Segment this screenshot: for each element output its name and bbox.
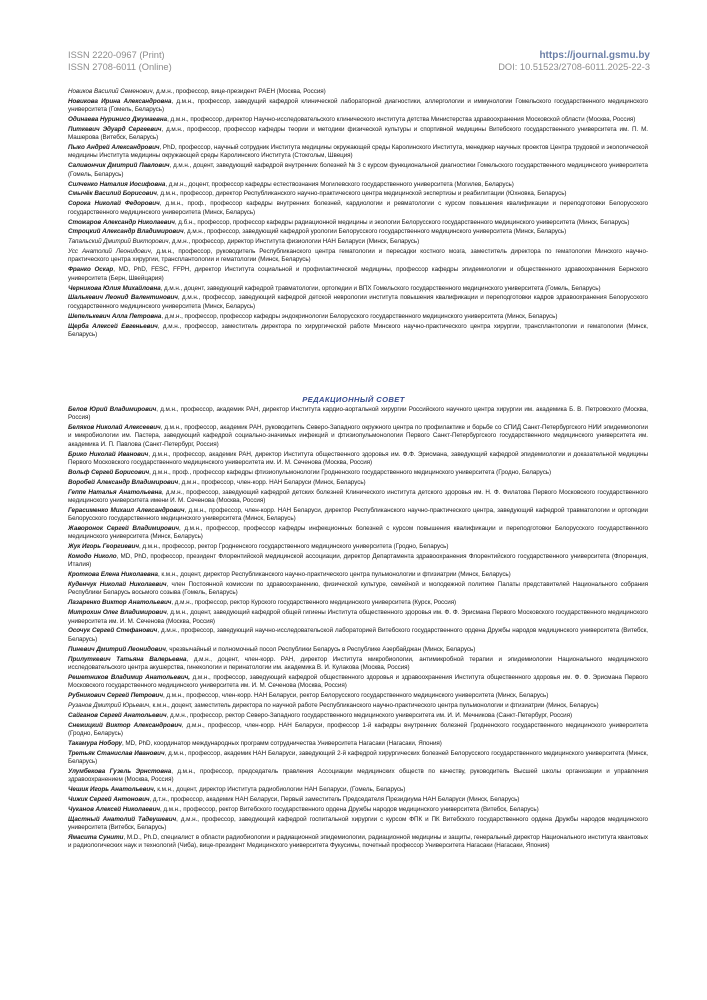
member-description: , д.м.н., доцент, профессор кафедры естествознания Могилевского государственного университета (Могилев, Беларусь) — [165, 180, 514, 188]
member-name: Белов Юрий Владимирович — [68, 406, 157, 413]
member-name: Силченко Наталия Иосифовна — [68, 180, 166, 188]
member-name: Щастный Анатолий Тадеушевич — [68, 815, 177, 823]
member-name: Усс Анатолий Леонидович — [68, 248, 151, 256]
journal-url-link[interactable]: https://journal.gsmu.by — [539, 50, 650, 61]
member-name: Герасименко Михаил Александрович — [68, 506, 185, 514]
member-entry — [68, 692, 648, 700]
member-name: Чуканов Алексей Николаевич — [68, 805, 160, 813]
member-entry — [68, 581, 648, 598]
issn-print: ISSN 2220-0967 (Print) — [68, 50, 165, 60]
member-description: , д.м.н., профессор, член-корр. НАН Беларуси, директор Республиканского научно-практического центра, заведующий кафедрой травматологии и ортопедии Белорусского государственного медицинского университета (Минск, Беларусь) — [68, 506, 649, 523]
member-name: Рубникович Сергей Петрович — [68, 691, 163, 699]
member-description: , к.м.н., доцент, директор Республиканского научно-практического центра пульмонологии и фтизиатрии (Минск, Беларусь) — [157, 571, 511, 579]
member-entry — [68, 571, 648, 579]
journal-info — [498, 50, 650, 73]
member-entry — [68, 162, 648, 179]
member-name: Новикова Ирина Александровна — [68, 97, 172, 105]
member-description: , д.м.н., профессор, академик НАН Беларуси, заведующий 2-й кафедрой хирургических болезней Белорусского государственного медицинского университета (Минск, Беларусь) — [68, 749, 648, 765]
member-description: д.м.н., профессор, заведующий кафедрой общественного здоровья и здравоохранения Института общественного здоровья им. Ф. Ф. Эрисмана Первого Московского государственного медицинского университета им. И. М. Сеченова (Москва, Россия) — [68, 673, 649, 689]
member-description: , д.м.н., профессор, член-корр. НАН Беларуси (Минск, Беларусь) — [178, 478, 366, 486]
member-name: Чешик Игорь Анатольевич, — [68, 786, 156, 794]
member-entry — [68, 285, 648, 293]
member-entry — [68, 722, 648, 739]
member-entry — [68, 406, 648, 423]
member-entry — [68, 712, 648, 720]
member-entry — [68, 489, 648, 506]
member-name: Сорока Николай Федорович — [68, 200, 160, 208]
member-description: , д.м.н., профессор, академик РАН, директор Института общественного здоровья им. Ф.Ф. Эрисмана, заведующий кафедрой эпидемиологии и доказательной медицины Первого Московского государственного медицинского университета им. И. М. Сеченова (Москва, Россия) — [68, 450, 648, 466]
member-entry — [68, 750, 648, 767]
member-name: Рузанов Дмитрий Юрьевич — [68, 701, 150, 709]
member-entry — [68, 656, 648, 673]
member-name: Сайганов Сергей Анатольевич — [68, 711, 167, 719]
member-description: , д.м.н., профессор, директор Республиканского научно-практического центра медицинской экспертизы и реабилитации (Юхновка, Беларусь) — [156, 190, 567, 198]
member-description: , д.м.н., проф., профессор кафедры внутренних болезней, кардиологии и ревматологии с курсом повышения квалификации и переподготовки Белорусского государственного медицинского университета (Минск, Беларусь) — [68, 200, 648, 216]
member-entry — [68, 702, 648, 710]
member-description: , член Постоянной комиссии по здравоохранению, физической культуре, семейной и молодежной политике Палаты представителей Национального собрания Республики Беларусь восьмого созыва (Гомель, Беларусь) — [68, 581, 648, 597]
member-description: , д.м.н., профессор, академик РАН, руководитель Северо-Западного окружного центра по профилактике и борьбе со СПИД Санкт-Петербургского НИИ эпидемиологии и микробиологии им. Пастера, заведующий кафедрой социально-значимых инфекций и фтизиопульмонологии Первого Санкт-Петербургского государственного медицинского университета им. академика И. П. Павлова (Санкт-Петербург, Россия) — [68, 424, 648, 448]
member-description: , д.м.н., профессор, заведующий кафедрой госпитальной хирургии с курсом ФПК и ПК Витебского государственного ордена Дружбы народов медицинского университета (Витебск, Беларусь) — [68, 815, 648, 831]
member-name: Шалькевич Леонид Валентинович — [68, 294, 178, 302]
member-description: , д.м.н., доцент, заведующий кафедрой внутренних болезней № 3 с курсом функциональной диагностики Гомельского государственного медицинского университета (Гомель, Беларусь) — [68, 162, 648, 178]
member-description: к.м.н., доцент, директор Института радиобиологии НАН Беларуси, (Гомель, Беларусь) — [155, 786, 406, 794]
member-description: , PhD, профессор, научный сотрудник Института медицины окружающей среды Каролинского Института, менеджер научных проектов Центра трудовой и экологической медицины Института медицины окружающей среды Каролинского Института (Стокгольм, Швеция) — [68, 144, 649, 160]
member-description: , д.б.н., профессор, профессор кафедры радиационной медицины и экологии Белорусского государственного медицинского университета (Минск, Беларусь) — [174, 218, 630, 226]
member-name: Новиков Василий Семенович — [68, 88, 153, 95]
member-description: , д.м.н., профессор, заведующий кафедрой урологии Белорусского государственного медицинского университета (Минск, Беларусь) — [183, 228, 567, 236]
member-entry — [68, 248, 648, 265]
member-name: Щерба Алексей Евгеньевич — [68, 322, 158, 330]
member-description: , д.м.н., профессор, профессор кафедры эндокринологии Белорусского государственного медицинского университета (Минск, Беларусь) — [161, 312, 558, 320]
member-entry — [68, 266, 648, 283]
member-name: Кроткова Елена Николаевна — [68, 571, 158, 579]
member-entry — [68, 469, 648, 477]
member-description: , M.D., Ph.D, специалист в области радиобиологии и радиационной эпидемиологии, радиационной медицины и защиты, генеральный директор Национального института квантовых и радиологических наук и технологий (Чиба), вице-президент Медицинского университета Фукусимы, почетный профессор Университета Нагасаки (Нагасаки, Япония) — [68, 833, 648, 850]
member-description: , д.м.н., профессор, заведующий научно-исследовательской лабораторией Витебского государственного ордена Дружбы народов медицинского университета (Витебск, Беларусь) — [68, 627, 648, 643]
page-header — [68, 50, 650, 80]
member-description: , д.м.н., профессор, ректор Витебского государственного ордена Дружбы народов медицинского университета (Витебск, Беларусь) — [159, 805, 539, 813]
member-name: Прилуткевич Татьяна Валерьевна — [68, 655, 187, 663]
member-name: Митрохин Олег Владимирович — [68, 609, 167, 617]
member-name: Пиневич Дмитрий Леонидович — [68, 645, 166, 653]
member-name: Лазаренко Виктор Анатольевич — [68, 599, 172, 607]
member-entry — [68, 181, 648, 189]
member-name: Шепелькевич Алла Петровна — [68, 312, 162, 320]
member-entry — [68, 507, 648, 524]
member-description: , д.м.н., профессор, профессор кафедры инфекционных болезней с курсом повышения квалификации и переподготовки Белорусского государственного медицинского университета (Минск, Беларусь) — [68, 525, 649, 541]
member-entry — [68, 553, 648, 570]
member-entry — [68, 768, 648, 785]
member-description: , д.м.н., профессор, член-корр. НАН Беларуси, ректор Белорусского государственного медицинского университета (Минск, Беларусь) — [162, 691, 549, 699]
member-name: Черникова Юлия Михайловна — [68, 284, 161, 292]
member-description: , д.м.н., профессор, академик РАН, директор Института кардио-аортальной хирургии Российского научного центра хирургии им. академика Б. В. Петровского (Москва, Россия) — [68, 406, 648, 422]
member-description: , MD, PhD, FESC, FFPH, директор Института социальной и профилактической медицины, профессор кафедры эпидемиологии и общественного здравоохранения Бернского университета (Берн, Швейцария) — [68, 266, 648, 282]
member-description: , д.м.н., доцент, заведующий кафедрой травматологии, ортопедии и ВПХ Гомельского государственного медицинского университета (Гомель, Беларусь) — [160, 284, 601, 292]
member-entry — [68, 786, 648, 794]
member-description: , д.м.н., профессор, директор Института физиологии НАН Беларуси (Минск, Беларусь) — [168, 238, 420, 246]
member-entry — [68, 543, 648, 551]
member-name: Вольф Сергей Борисович — [68, 468, 150, 476]
member-description: , д.м.н., профессор, ректор Северо-Западного государственного медицинского университета им. И. И. Мечникова (Санкт-Петербург, Россия) — [166, 711, 573, 719]
member-name: Жаворонок Сергей Владимирович — [68, 525, 180, 533]
member-entry — [68, 228, 648, 236]
section-title-editorial-council: РЕДАКЦИОННЫЙ СОВЕТ — [302, 395, 405, 404]
member-name: Пыко Андрей Александрович — [68, 144, 160, 152]
member-entry — [68, 834, 648, 851]
member-description: , д.м.н., профессор, заместитель директора по хирургической работе Минского научно-практического центра хирургии, трансплантологии и гематологии (Минск, Беларусь) — [68, 322, 648, 338]
member-description: , д.м.н., профессор, председатель правления Ассоциации медицинских обществ по качеству, руководитель Высшей школы организации и управления здравоохранением (Москва, Россия) — [68, 767, 648, 784]
member-entry — [68, 313, 648, 321]
member-name: Строцкий Александр Владимирович — [68, 228, 184, 236]
member-entry — [68, 525, 648, 542]
member-name: Жук Игорь Георгиевич — [68, 543, 139, 551]
member-entry — [68, 238, 648, 246]
member-entry — [68, 116, 648, 124]
member-entry — [68, 599, 648, 607]
member-name: Решетников Владимир Анатольевич, — [68, 673, 191, 681]
member-name: Воробей Александр Владимирович — [68, 478, 179, 486]
member-name: Комодо Николо — [68, 553, 117, 561]
member-name: Третьяк Станислав Иванович — [68, 749, 165, 757]
doi-text: DOI: 10.51523/2708-6011.2025-22-3 — [498, 61, 650, 72]
member-description: , д.т.н., профессор, академик НАН Беларуси, Первый заместитель Председателя Президиума НАН Беларуси (Минск, Беларусь) — [149, 795, 520, 803]
member-name: Стожаров Александр Николаевич — [68, 218, 175, 226]
issn-online: ISSN 2708-6011 (Online) — [68, 61, 172, 72]
member-entry — [68, 200, 648, 217]
member-description: , MD, PhD, профессор, президент Флорентийской медицинской ассоциации, директор Департамента здравоохранения Флорентийского государственного университета (Флоренция, Италия) — [68, 553, 648, 569]
member-name: Тапальский Дмитрий Викторович — [68, 238, 169, 246]
member-description: , к.м.н., доцент, заместитель директора по научной работе Республиканского научно-практического центра пульмонологии и фтизиатрии (Минск, Беларусь) — [149, 701, 599, 709]
member-entry — [68, 806, 648, 814]
member-entry — [68, 609, 648, 626]
member-name: Куденчук Николай Николаевич — [68, 581, 167, 589]
member-entry — [68, 796, 648, 804]
member-entry — [68, 674, 648, 691]
member-entry — [68, 323, 648, 340]
member-entry — [68, 479, 648, 487]
member-entry — [68, 627, 648, 644]
member-entry — [68, 98, 648, 115]
member-name: Чижик Сергей Антонович — [68, 795, 150, 803]
member-entry — [68, 740, 648, 748]
member-description: , д.м.н., профессор, заведующий кафедрой детской неврологии института повышения квалификации и переподготовки кадров здравоохранения Белорусского государственного медицинского университета (Минск, Беларусь) — [68, 294, 648, 310]
member-entry — [68, 451, 648, 468]
member-name: Улумбекова Гузель Эрнстовна — [68, 767, 172, 775]
member-description: , д.м.н., профессор, профессор кафедры теории и методики физической культуры и спортивной медицины Витебского государственного университета им. П. М. Машерова (Витебск, Беларусь) — [68, 125, 648, 142]
member-description: , д.м.н., профессор, член-корр. НАН Беларуси, профессор 1-й кафедры внутренних болезней Гродненского государственного медицинского университета (Гродно, Беларусь) — [68, 721, 648, 737]
member-name: Геппе Наталья Анатольевна — [68, 488, 162, 496]
member-description: , д.м.н., проф., профессор кафедры фтизиопульмонологии Гродненского государственного медицинского университета (Гродно, Беларусь) — [149, 468, 552, 476]
member-description: , д.м.н., доцент, член-корр. РАН, директор Института микробиологии, антимикробной терапии и эпидемиологии Национального медицинского исследовательского центра акушерства, гинекологии и перинатологии им. академика В. И. Кулакова (Москва, Россия) — [68, 655, 649, 671]
member-name: Смычёк Василий Борисович — [68, 190, 157, 198]
member-name: Ямасита Сунити — [68, 833, 124, 841]
member-description: , д.м.н., профессор, заведующий кафедрой детских болезней Клинического института детского здоровья им. Н. Ф. Филатова Первого Московского государственного медицинского университета имени И. М. Сеченова (Москва, Россия) — [68, 488, 648, 504]
member-description: , д.м.н., профессор, заведущий кафедрой клинической лабораторной диагностики, аллергологии и иммунологии Гомельского государственного медицинского университета (Гомель, Беларусь) — [68, 97, 648, 114]
member-description: , д.м.н., профессор, ректор Курского государственного медицинского университета (Курск, Россия) — [171, 599, 457, 607]
member-entry — [68, 219, 648, 227]
member-name: Питкевич Эдуард Сергеевич — [68, 125, 162, 133]
issn-block — [68, 50, 172, 73]
member-entry — [68, 294, 648, 311]
member-description: , MD, PhD, координатор международных программ сотрудничества Университета Нагасаки (Нагасаки, Япония) — [121, 739, 442, 747]
member-name: Брико Николай Иванович — [68, 450, 149, 458]
member-description: , д.м.н., профессор, директор Научно-исследовательского клинического института детства Министерства здравоохранения Московской области (Москва, Россия) — [167, 116, 636, 124]
member-entry — [68, 144, 648, 161]
member-entry — [68, 646, 648, 654]
member-name: Беляков Николай Алексеевич — [68, 424, 161, 432]
member-name: Одинаева Нуринисо Джумаевна — [68, 116, 168, 124]
editorial-council-list — [68, 406, 648, 852]
member-description: , д.м.н., доцент, заведующий кафедрой общей гигиены Института общественного здоровья им. Ф. Ф. Эрисмана Первого Московского государственного медицинского университета им. И. М. Сеченова (Москва, Россия) — [68, 609, 648, 625]
member-name: Такамура Нобору — [68, 739, 122, 747]
member-entry — [68, 88, 648, 96]
member-description: , д.м.н., профессор, ректор Гродненского государственного медицинского университета (Гродно, Беларусь) — [138, 543, 449, 551]
member-name: Саливончик Дмитрий Павлович — [68, 162, 170, 170]
member-description: , д.м.н., профессор, руководитель Республиканского центра гематологии и пересадки костного мозга, заместитель директора по гематологии Минского научно-практического центра хирургии, трансплантологии и гематологии (Минск, Беларусь) — [68, 248, 648, 264]
member-entry — [68, 424, 648, 449]
member-entry — [68, 126, 648, 143]
member-entry — [68, 190, 648, 198]
editorial-board-list — [68, 88, 648, 341]
member-name: Снежицкий Виктор Александрович — [68, 721, 182, 729]
member-description: , чрезвычайный и полномочный посол Республики Беларусь в Республике Азербайджан (Минск, Беларусь) — [165, 645, 476, 653]
member-name: Осочук Сергей Стефанович — [68, 627, 158, 635]
member-description: , д.м.н., профессор, вице-президент РАЕН (Москва, Россия) — [152, 88, 326, 95]
member-entry — [68, 816, 648, 833]
member-name: Франко Оскар — [68, 266, 114, 274]
